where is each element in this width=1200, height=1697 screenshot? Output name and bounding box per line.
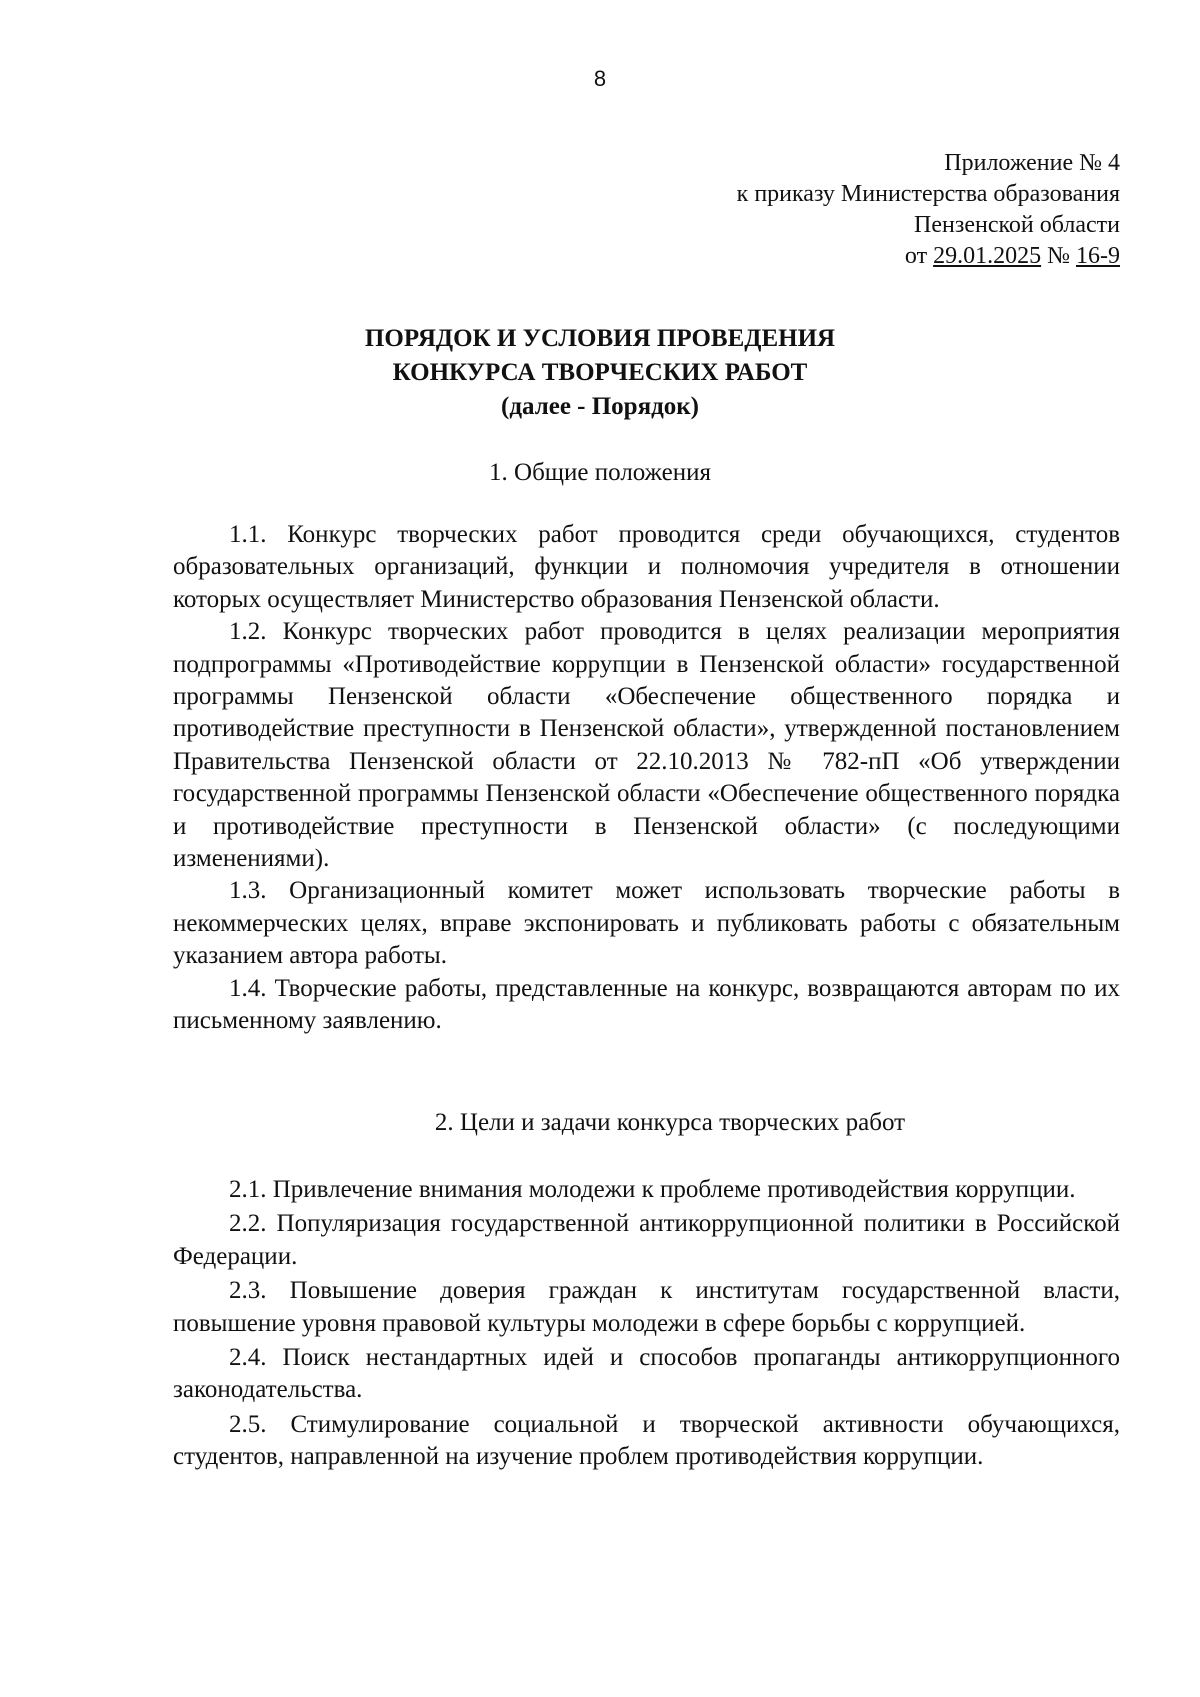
appendix-date-line [737, 241, 1120, 272]
section-2-heading: 2. Цели и задачи конкурса творческих работ [434, 1109, 906, 1136]
paragraph-1-2: 1.2. Конкурс творческих работ проводится в целях реализации мероприятия подпрограммы «Противодействие коррупции в Пензенской области» государственной программы Пензенской области «Обеспечение общественного порядка и противодействие преступности в Пензенской области», утвержденной постановлением Правительства Пензенской области от 22.10.2013 № 782-пП «Об утверждении государственной программы Пензенской области «Обеспечение общественного порядка и противодействие преступности в Пензенской области» (с последующими изменениями). [173, 618, 1120, 873]
section-2-body [173, 1174, 1120, 1476]
order-number: 16-9 [1076, 243, 1120, 269]
appendix-line-1: Приложение № 4 [944, 150, 1120, 176]
paragraph-2-2: 2.2. Популяризация государственной антикоррупционной политики в Российской Федерации. [173, 1210, 1120, 1270]
appendix-line-2: к приказу Министерства образования [736, 181, 1120, 207]
appendix-line-3: Пензенской области [914, 212, 1120, 238]
appendix-header [737, 148, 1120, 272]
paragraph-1-1: 1.1. Конкурс творческих работ проводится среди обучающихся, студентов образовательных организаций, функции и полномочия учредителя в отношении которых осуществляет Министерство образования Пензенской области. [173, 521, 1120, 613]
title-line-2: КОНКУРСА ТВОРЧЕСКИХ РАБОТ [392, 359, 808, 386]
paragraph-2-3: 2.3. Повышение доверия граждан к институтам государственной власти, повышение уровня правовой культуры молодежи в сфере борьбы с коррупцией. [173, 1277, 1120, 1337]
paragraph-1-3: 1.3. Организационный комитет может использовать творческие работы в некоммерческих целях, вправе экспонировать и публиковать работы с обязательным указанием автора работы. [173, 877, 1120, 970]
section-1-body [173, 519, 1120, 1038]
section-1-heading: 1. Общие положения [489, 459, 711, 486]
page-number: 8 [593, 66, 607, 91]
paragraph-2-4: 2.4. Поиск нестандартных идей и способов пропаганды антикоррупционного законодательства. [173, 1344, 1120, 1404]
title-line-3: (далее - Порядок) [501, 393, 699, 420]
number-prefix: № [1041, 243, 1076, 269]
paragraph-1-4: 1.4. Творческие работы, представленные на конкурс, возвращаются авторам по их письменному заявлению. [173, 974, 1120, 1035]
document-title [0, 322, 1200, 424]
order-date: 29.01.2025 [933, 243, 1042, 269]
title-line-1: ПОРЯДОК И УСЛОВИЯ ПРОВЕДЕНИЯ [364, 325, 836, 352]
paragraph-2-5: 2.5. Стимулирование социальной и творческой активности обучающихся, студентов, направленной на изучение проблем противодействия коррупции. [173, 1410, 1120, 1471]
paragraph-2-1: 2.1. Привлечение внимания молодежи к проблеме противодействия коррупции. [229, 1176, 1076, 1203]
date-prefix: от [904, 243, 934, 269]
